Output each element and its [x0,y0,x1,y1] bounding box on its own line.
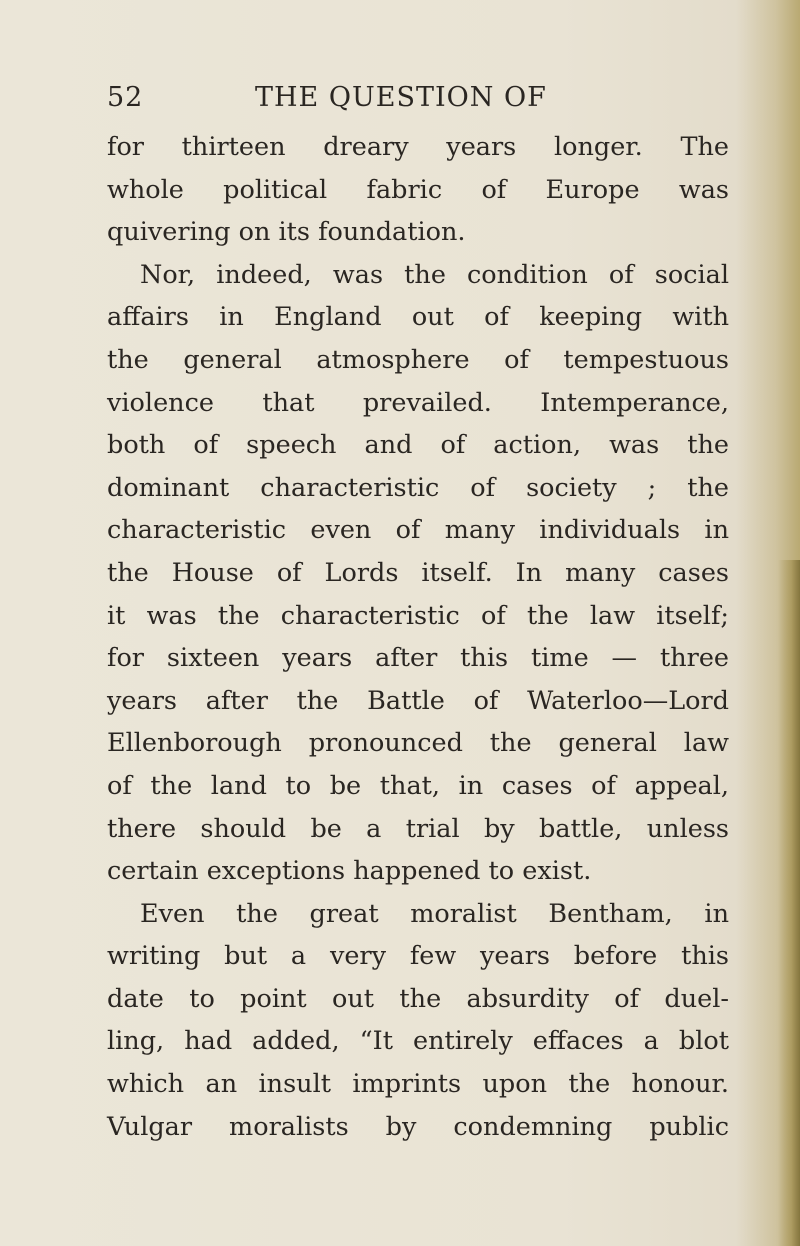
text-line: for sixteen years after this time — three [107,643,729,674]
text-line: characteristic even of many individuals in [107,515,729,546]
text-line: of the land to be that, in cases of appeal, [107,770,729,801]
text-line: writing but a very few years before this [107,941,729,972]
text-line: whole political fabric of Europe was [107,174,729,205]
text-line: the general atmosphere of tempestuous [107,344,729,375]
body-text [107,126,729,1148]
text-line: years after the Battle of Waterloo—Lord [107,685,729,716]
text-line: date to point out the absurdity of duel- [107,983,729,1014]
text-line: it was the characteristic of the law itself; [107,600,729,631]
text-line: Ellenborough pronounced the general law [107,728,729,759]
text-line: Vulgar moralists by condemning public [107,1111,729,1142]
text-line: dominant characteristic of society ; the [107,472,729,503]
page-edge-stain [778,560,800,1246]
text-line: ling, had added, “It entirely effaces a blot [107,1026,729,1057]
text-line: affairs in England out of keeping with [107,302,729,333]
text-line: the House of Lords itself. In many cases [107,557,729,588]
text-line: certain exceptions happened to exist. [107,856,592,887]
text-line: quivering on its foundation. [107,217,466,248]
page-number: 52 [107,82,144,113]
text-line: Even the great moralist Bentham, in [140,898,729,929]
text-line: which an insult imprints upon the honour. [107,1069,729,1100]
running-head: THE QUESTION OF [255,82,547,113]
text-line: there should be a trial by battle, unless [107,813,729,844]
page-header [107,82,727,122]
text-line: Nor, indeed, was the condition of social [140,259,729,290]
text-line: both of speech and of action, was the [107,430,729,461]
text-line: violence that prevailed. Intemperance, [107,387,729,418]
text-line: for thirteen dreary years longer. The [107,132,729,162]
